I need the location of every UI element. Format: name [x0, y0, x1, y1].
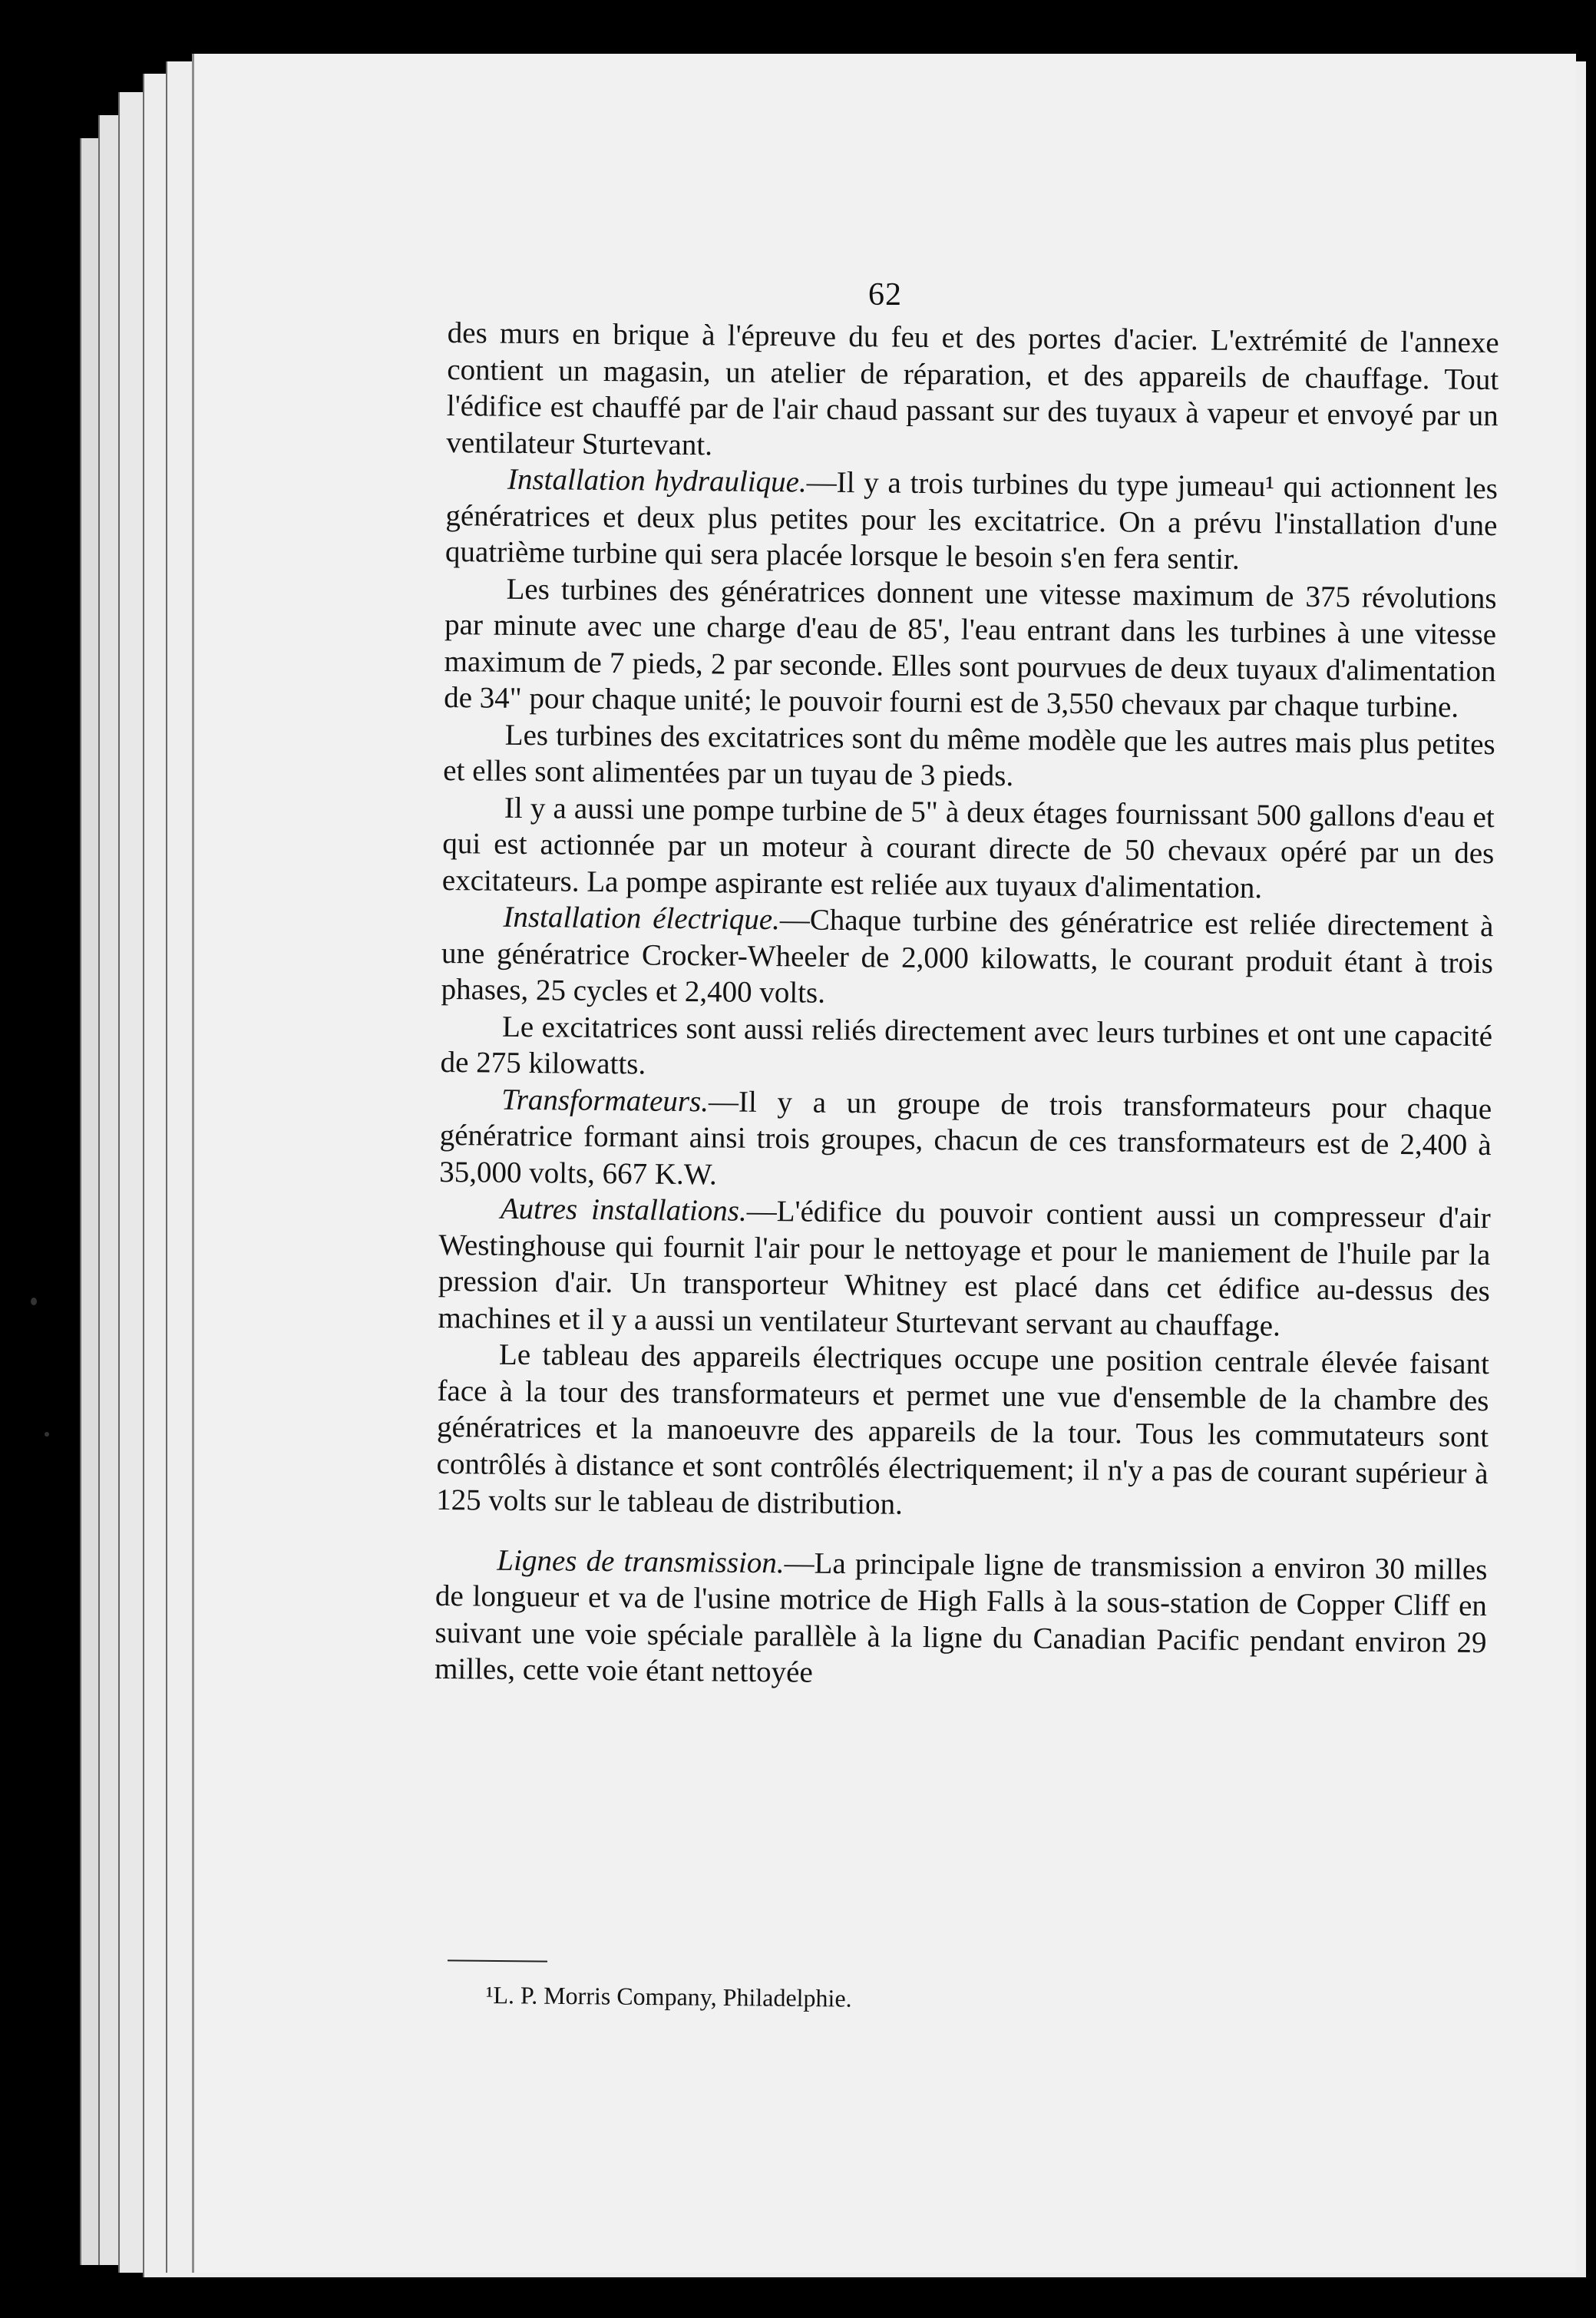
- paragraph-5: [442, 789, 1495, 908]
- paragraph-lead: Installation hydraulique.: [507, 462, 807, 499]
- paragraph-1: [446, 315, 1499, 471]
- document-page: [192, 54, 1576, 2273]
- scan-speck: [31, 1298, 37, 1305]
- paragraph-lead: Autres installations.: [500, 1192, 747, 1228]
- paragraph-body: —Il y a trois turbines du type jumeau¹ qui actionnent les génératrices et deux plus petites pour les excitatrice. On a prévu l'installation d'une quatrième turbine qui sera placée lorsque le besoin s'en fera sentir.: [444, 465, 1499, 576]
- scan-speck: [45, 1432, 49, 1437]
- footnote: ¹L. P. Morris Company, Philadelphie.: [485, 1981, 852, 2012]
- paragraph-lead: Installation électrique.: [503, 900, 781, 937]
- paragraph-body: —L'édifice du pouvoir contient aussi un compresseur d'air Westinghouse qui fournit l'air pour le nettoyage et pour le maniement de l'huile par la pression d'air. Un transporteur Whitney est placé dans cet édifice au-dessus des machines et il y a aussi un ventilateur Sturtevant servant au chauffage.: [438, 1194, 1491, 1342]
- paragraph-body: Le excitatrices sont aussi reliés directement avec leurs turbines et ont une capacité de 275 kilowatts.: [440, 1010, 1493, 1081]
- paragraph-body: des murs en brique à l'épreuve du feu et des portes d'acier. L'extrémité de l'annexe contient un magasin, un atelier de réparation, et des appareils de chauffage. Tout l'édifice est chauffé par de l'air chaud passant sur des tuyaux à vapeur et envoyé par un ventilateur Sturtevant.: [446, 316, 1499, 461]
- paragraph-body: Les turbines des excitatrices sont du même modèle que les autres mais plus petites et elles sont alimentées par un tuyau de 3 pieds.: [443, 718, 1495, 793]
- paragraph-11: [435, 1541, 1488, 1697]
- page-number: 62: [868, 277, 902, 312]
- paragraph-7: [440, 1007, 1492, 1090]
- paragraph-3: [444, 570, 1497, 726]
- paragraph-10: [436, 1336, 1489, 1529]
- footnote-rule: [448, 1959, 547, 1962]
- paragraph-body: Les turbines des génératrices donnent une vitesse maximum de 375 révolutions par minute avec une charge d'eau de 85', l'eau entrant dans les turbines à une vitesse maximum de 7 pieds, 2 par seconde. Elles sont pourvues de deux tuyaux d'alimentation de 34" pour chaque unité; le pouvoir fourni est de 3,550 chevaux par chaque turbine.: [444, 572, 1497, 724]
- paragraph-body: Le tableau des appareils électriques occupe une position centrale élevée faisant face à la tour des transformateurs et permet une vue d'ensemble de la chambre des génératrices et la manoeuvre des appareils de la tour. Tous les commutateurs sont contrôlés à distance et sont contrôlés électriquement; il n'y a pas de courant supérieur à 125 volts sur le tableau de distribution.: [435, 1338, 1490, 1521]
- paragraph-8: [439, 1080, 1492, 1200]
- paragraph-lead: Lignes de transmission.: [497, 1543, 785, 1579]
- paragraph-body: —Il y a un groupe de trois transformateurs pour chaque génératrice formant ainsi trois groupes, chacun de ces transformateurs est de 2,400 à 35,000 volts, 667 K.W.: [439, 1084, 1492, 1191]
- paragraph-lead: Transformateurs.: [501, 1083, 709, 1118]
- paragraph-body: —La principale ligne de transmission a environ 30 milles de longueur et va de l'usine motrice de High Falls à la sous-station de Copper Cliff en suivant une voie spéciale parallèle à la ligne du Canadian Pacific pendant environ 29 milles, cette voie étant nettoyée: [434, 1546, 1488, 1689]
- paragraph-body: —Chaque turbine des génératrice est reliée directement à une génératrice Crocker-Wheeler de 2,000 kilowatts, le courant produit étant à trois phases, 25 cycles et 2,400 volts.: [441, 903, 1494, 1010]
- body-text: [435, 315, 1499, 1698]
- paragraph-2: [445, 461, 1498, 580]
- paragraph-6: [441, 898, 1493, 1018]
- paragraph-9: [438, 1190, 1491, 1346]
- paragraph-body: Il y a aussi une pompe turbine de 5" à deux étages fournissant 500 gallons d'eau et qui est actionnée par un moteur à courant directe de 50 chevaux opéré par un des excitateurs. La pompe aspirante est reliée aux tuyaux d'alimentation.: [441, 791, 1495, 904]
- paragraph-4: [443, 716, 1495, 799]
